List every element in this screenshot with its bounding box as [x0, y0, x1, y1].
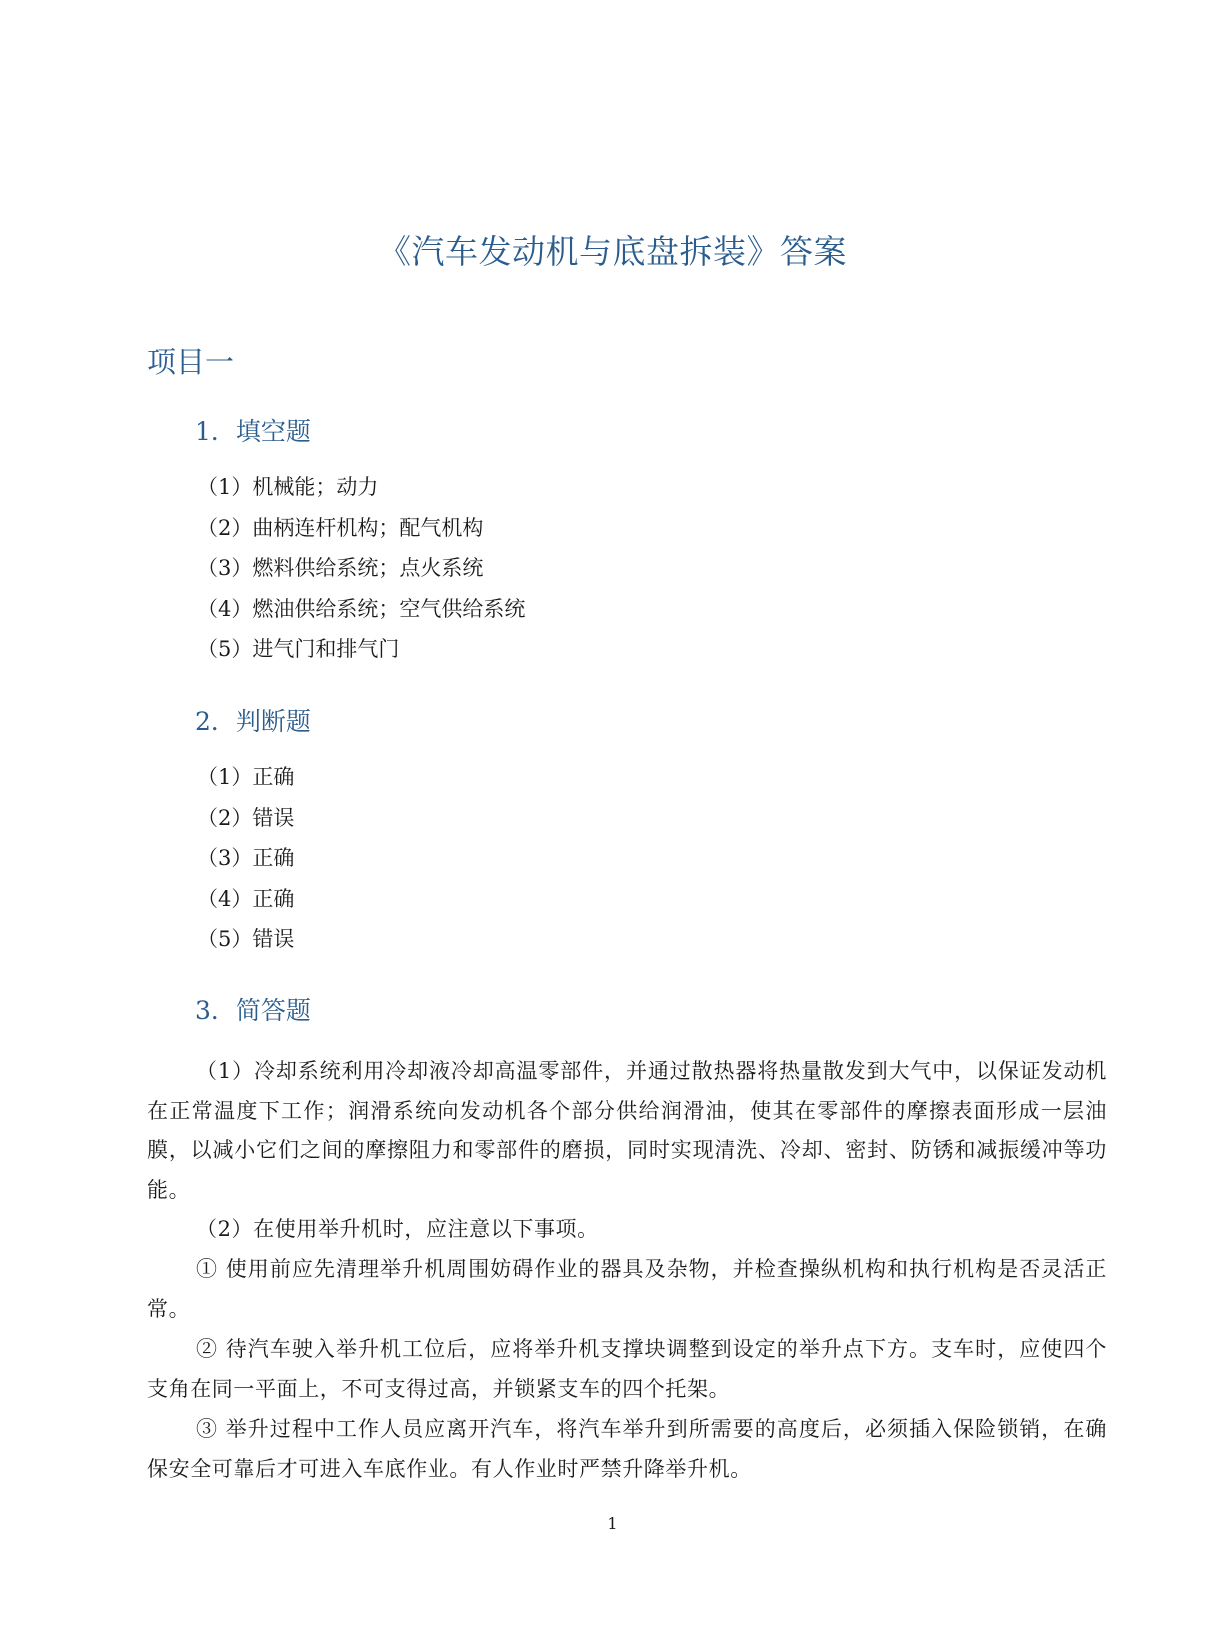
short-answer-paragraph: （2）在使用举升机时，应注意以下事项。 — [196, 1217, 599, 1241]
section-number: 1． — [195, 417, 236, 446]
short-answer-paragraph: （1）冷却系统利用冷却液冷却高温零部件，并通过散热器将热量散发到大气中，以保证发动机在正常温度下工作；润滑系统向发动机各个部分供给润滑油，使其在零部件的摩擦表面形成一层油膜，以减小它们之间的摩擦阻力和零部件的磨损，同时实现清洗、冷却、密封、防锈和减振缓冲等功能。 — [147, 1059, 1107, 1202]
list-item: （3）正确 — [197, 846, 295, 870]
list-item: （3）燃料供给系统；点火系统 — [197, 556, 484, 580]
section-title: 判断题 — [235, 707, 311, 736]
fill-blank-answer-list — [197, 467, 525, 670]
list-item: （2）曲柄连杆机构；配气机构 — [197, 515, 484, 540]
section-number: 2． — [195, 707, 236, 736]
list-item: （2）错误 — [197, 805, 295, 830]
section-number: 3． — [195, 996, 236, 1025]
list-item: （5）进气门和排气门 — [197, 637, 400, 661]
document-title: 《汽车发动机与底盘拆装》答案 — [378, 232, 847, 271]
page-number: 1 — [607, 1514, 618, 1533]
short-answer-paragraph: ② 待汽车驶入举升机工位后，应将举升机支撑块调整到设定的举升点下方。支车时，应使四个支角在同一平面上，不可支得过高，并锁紧支车的四个托架。 — [147, 1337, 1107, 1401]
list-item: （1）正确 — [197, 765, 295, 789]
section-heading-true-false — [195, 702, 311, 738]
section-heading-short-answer — [195, 991, 311, 1027]
section-heading-fill-blank — [195, 412, 311, 448]
list-item: （4）燃油供给系统；空气供给系统 — [197, 596, 526, 621]
project-heading: 项目一 — [147, 345, 235, 379]
short-answer-paragraph: ③ 举升过程中工作人员应离开汽车，将汽车举升到所需要的高度后，必须插入保险锁销，在确保安全可靠后才可进入车底作业。有人作业时严禁升降举升机。 — [147, 1417, 1107, 1481]
list-item: （4）正确 — [197, 886, 295, 911]
short-answer-paragraph: ① 使用前应先清理举升机周围妨碍作业的器具及杂物，并检查操纵机构和执行机构是否灵活正常。 — [147, 1257, 1107, 1321]
list-item: （1）机械能；动力 — [197, 475, 379, 499]
section-title: 简答题 — [235, 996, 311, 1025]
true-false-answer-list — [197, 757, 294, 960]
section-title: 填空题 — [235, 417, 311, 446]
list-item: （5）错误 — [197, 927, 295, 951]
